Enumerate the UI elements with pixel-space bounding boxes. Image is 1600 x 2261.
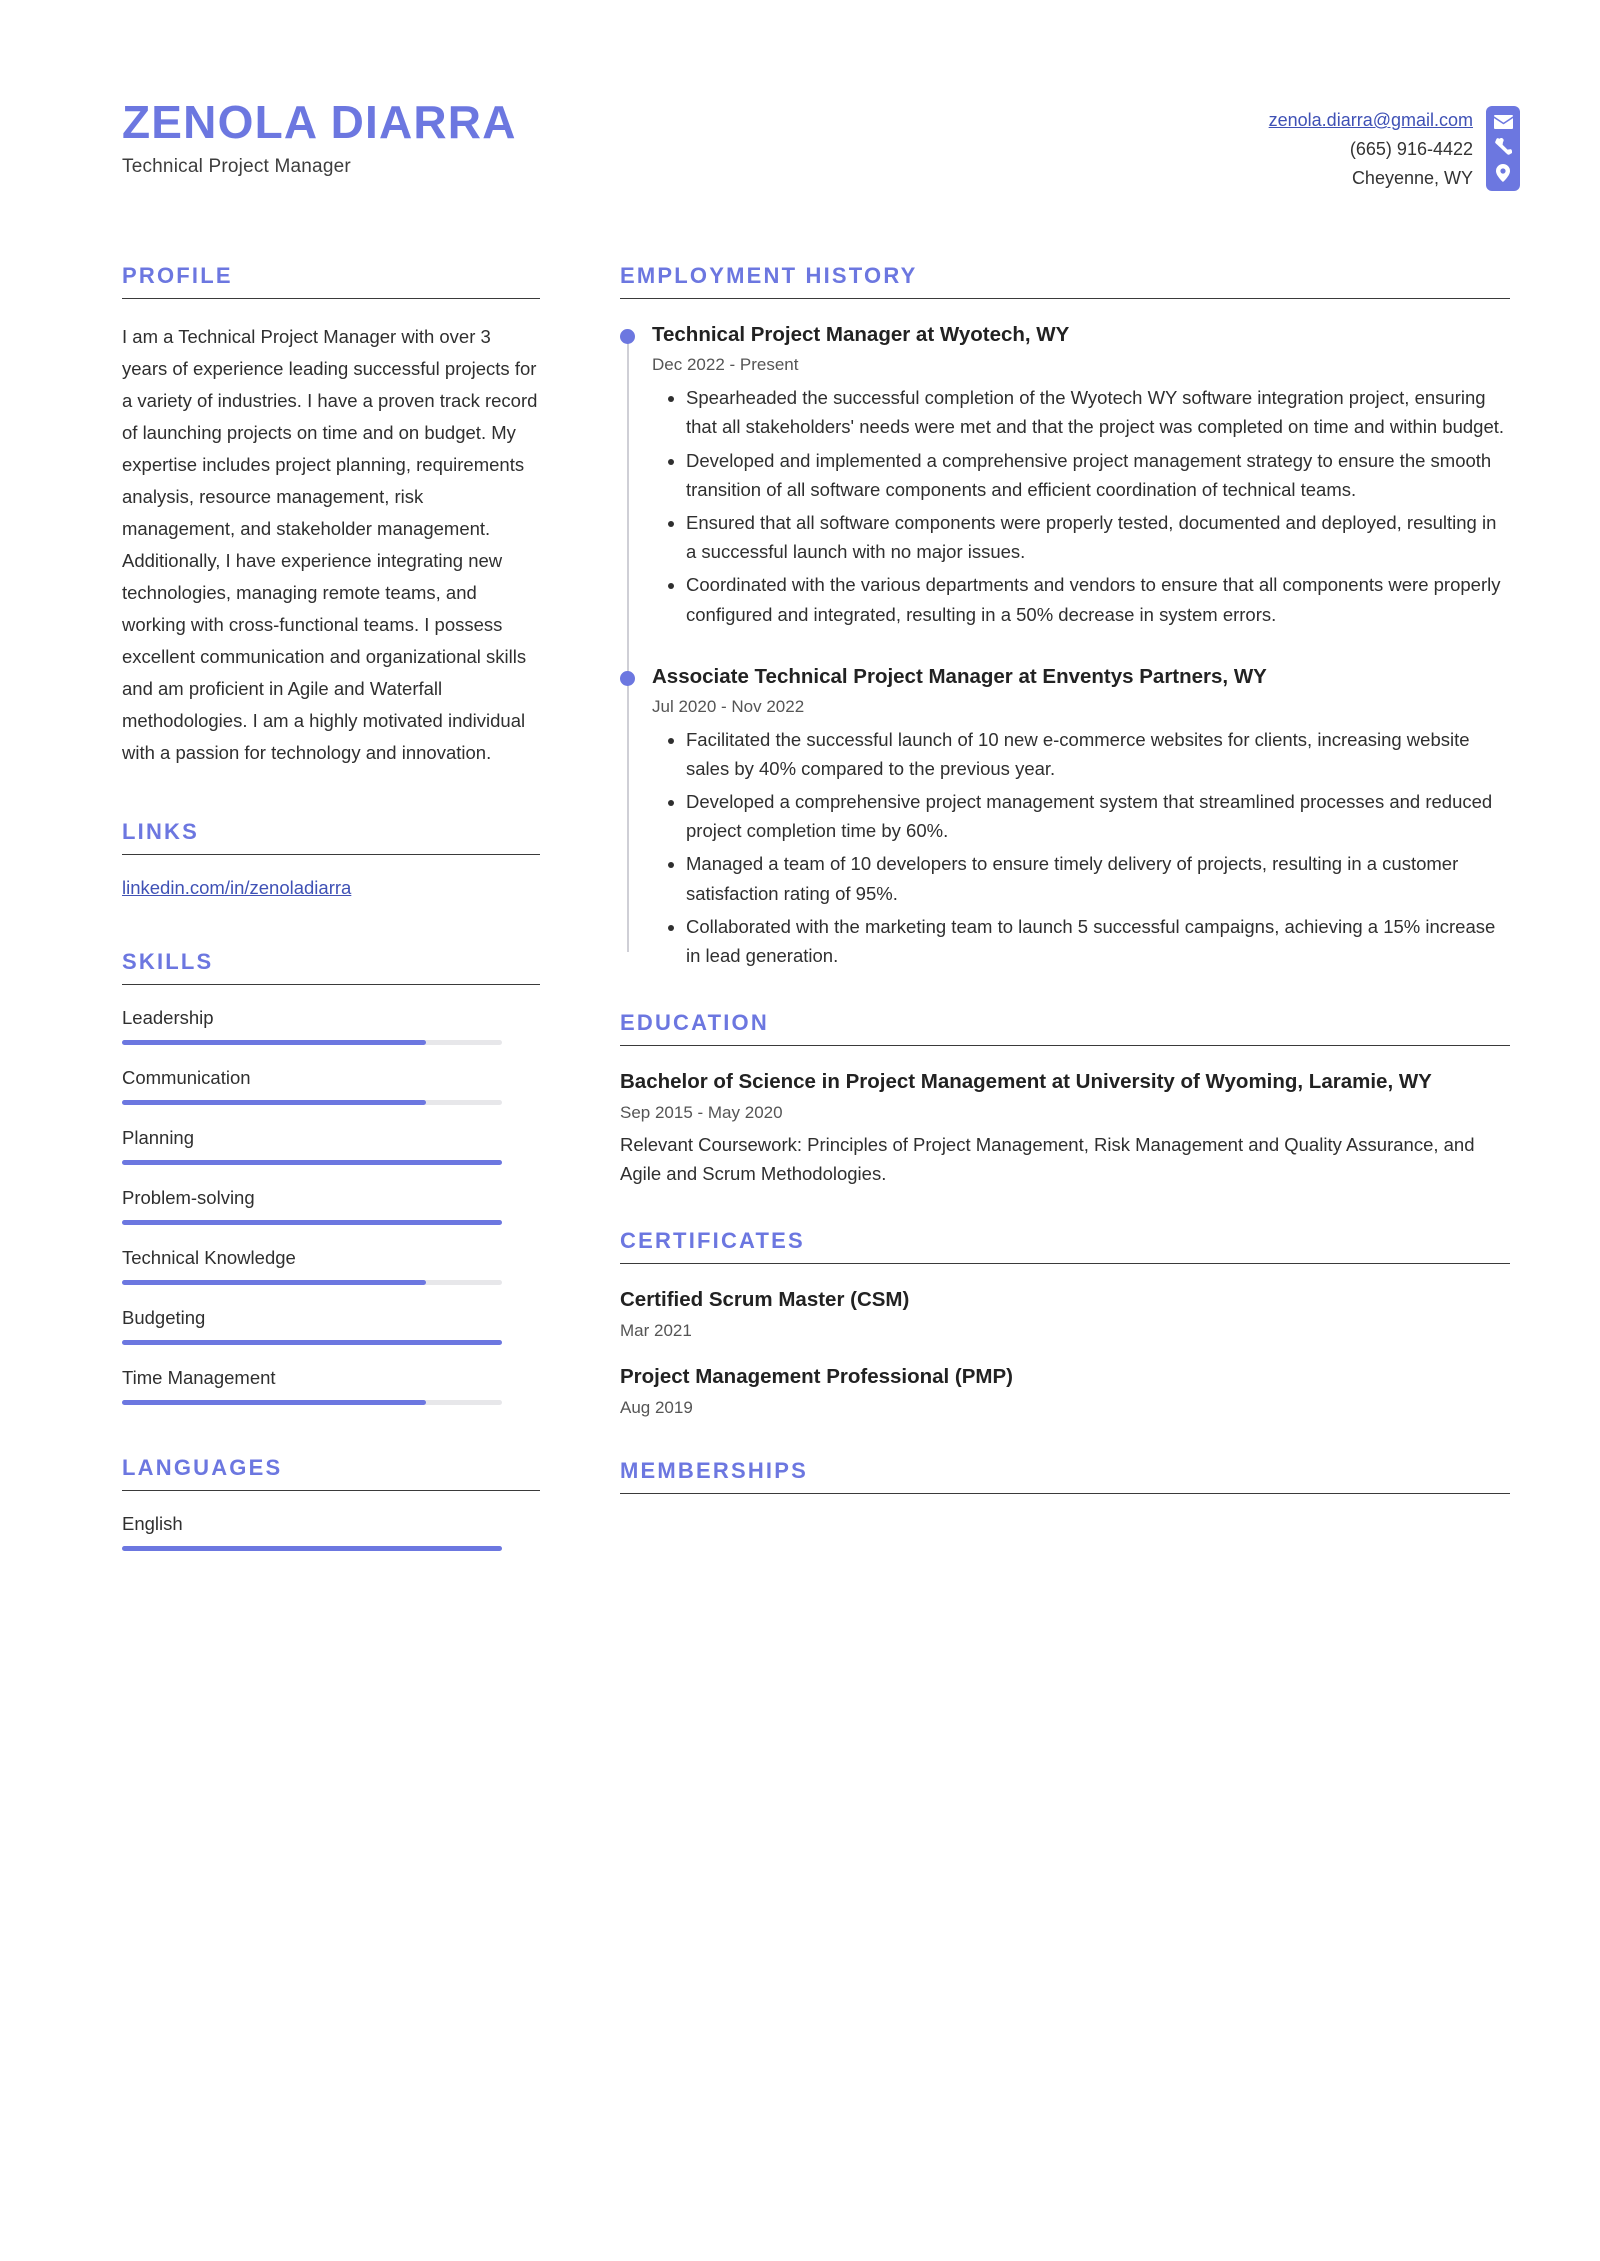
- language-label: English: [122, 1513, 183, 1535]
- skill-bar-fill: [122, 1280, 426, 1285]
- job-bullet: • Spearheaded the successful completion of the Wyotech WY software integration project, ensuring that all stakeholders' needs were met and that the project was completed on time and within budget.: [686, 383, 1510, 441]
- language-bar-track: [122, 1546, 502, 1551]
- contact-phone: (665) 916-4422: [1349, 139, 1473, 160]
- skill-item: [122, 1127, 540, 1165]
- job-bullet: • Ensured that all software components were properly tested, documented and deployed, resulting in a successful launch with no major issues.: [686, 508, 1510, 566]
- contact-email-row: [1269, 106, 1473, 135]
- certificate-dates: Mar 2021: [620, 1321, 692, 1341]
- skill-bar-fill: [122, 1220, 502, 1225]
- section-heading-certificates: CERTIFICATES: [620, 1228, 1510, 1264]
- resume-body: [80, 263, 1520, 1601]
- section-heading-links: LINKS: [122, 819, 540, 855]
- education-description: Relevant Coursework: Principles of Project Management, Risk Management and Quality Assurance, and Agile and Scrum Methodologies.: [620, 1134, 1475, 1184]
- profile-text: I am a Technical Project Manager with over 3 years of experience leading successful projects for a variety of industries. I have a proven track record of launching projects on time and on budget. My expertise includes project planning, requirements analysis, resource management, risk management, and stakeholder management. Additionally, I have experience integrating new technologies, managing remote teams, and working with cross-functional teams. I possess excellent communication and organizational skills and am proficient in Agile and Waterfall methodologies. I am a highly motivated individual with a passion for technology and innovation.: [122, 326, 538, 764]
- contact-email-link[interactable]: zenola.diarra@gmail.com: [1268, 110, 1473, 130]
- section-heading-employment: EMPLOYMENT HISTORY: [620, 263, 1510, 299]
- education-dates: Sep 2015 - May 2020: [620, 1103, 783, 1122]
- skill-item: [122, 1187, 540, 1225]
- certificate-title: Project Management Professional (PMP): [620, 1365, 1014, 1389]
- skill-bar-track: [122, 1040, 502, 1045]
- contact-location: Cheyenne, WY: [1351, 168, 1473, 189]
- section-heading-profile: PROFILE: [122, 263, 540, 299]
- section-heading-skills: SKILLS: [122, 949, 540, 985]
- certificate-title: Certified Scrum Master (CSM): [620, 1288, 910, 1312]
- section-skills: [122, 949, 540, 1405]
- skill-bar-fill: [122, 1100, 426, 1105]
- section-employment: [620, 263, 1510, 970]
- employment-timeline: [620, 321, 1510, 970]
- job-title: Associate Technical Project Manager at Enventys Partners, WY: [652, 664, 1267, 688]
- certificate-entry: [620, 1363, 1510, 1418]
- job-entry: [620, 663, 1510, 970]
- location-pin-icon: [1496, 164, 1510, 182]
- certificate-entry: [620, 1286, 1510, 1341]
- language-item: [122, 1513, 540, 1551]
- spacer: [620, 637, 1510, 663]
- section-education: [620, 1010, 1510, 1188]
- identity-block: [122, 98, 517, 178]
- skill-bar-track: [122, 1220, 502, 1225]
- skill-bar-track: [122, 1340, 502, 1345]
- skill-label: Problem-solving: [122, 1187, 255, 1209]
- skill-item: [122, 1247, 540, 1285]
- education-entry: [620, 1068, 1510, 1188]
- education-title: Bachelor of Science in Project Management at University of Wyoming, Laramie, WY: [620, 1070, 1432, 1094]
- skill-bar-track: [122, 1280, 502, 1285]
- timeline-dot-icon: [620, 671, 635, 686]
- job-bullet: • Developed and implemented a comprehensive project management strategy to ensure the smooth transition of all software components and efficient coordination of technical teams.: [686, 446, 1510, 504]
- section-heading-languages: LANGUAGES: [122, 1455, 540, 1491]
- right-column: [580, 263, 1520, 1601]
- section-languages: [122, 1455, 540, 1551]
- job-bullet: • Coordinated with the various departments and vendors to ensure that all components were properly configured and integrated, resulting in a 50% decrease in system errors.: [686, 570, 1510, 628]
- job-bullet: • Facilitated the successful launch of 10 new e-commerce websites for clients, increasing website sales by 40% compared to the previous year.: [686, 725, 1510, 783]
- skill-bar-fill: [122, 1040, 426, 1045]
- skill-bar-fill: [122, 1400, 426, 1405]
- skill-item: [122, 1067, 540, 1105]
- skill-item: [122, 1307, 540, 1345]
- job-bullet: • Developed a comprehensive project management system that streamlined processes and reduced project completion time by 60%.: [686, 787, 1510, 845]
- skill-bar-track: [122, 1400, 502, 1405]
- skill-label: Planning: [122, 1127, 195, 1149]
- job-entry: [620, 321, 1510, 628]
- section-memberships: [620, 1458, 1510, 1494]
- contact-lines: [1269, 106, 1473, 193]
- job-bullet: • Collaborated with the marketing team to launch 5 successful campaigns, achieving a 15% increase in lead generation.: [686, 912, 1510, 970]
- envelope-icon: [1494, 115, 1513, 129]
- timeline-dot-icon: [620, 329, 635, 344]
- skill-label: Leadership: [122, 1007, 214, 1029]
- skill-label: Technical Knowledge: [122, 1247, 296, 1269]
- section-certificates: [620, 1228, 1510, 1417]
- job-dates: Dec 2022 - Present: [652, 355, 799, 375]
- skill-bar-fill: [122, 1160, 502, 1165]
- language-bar-fill: [122, 1546, 502, 1551]
- job-bullet: • Managed a team of 10 developers to ensure timely delivery of projects, resulting in a customer satisfaction rating of 95%.: [686, 849, 1510, 907]
- header-job-title: Technical Project Manager: [122, 156, 351, 178]
- section-profile: [122, 263, 540, 769]
- section-heading-education: EDUCATION: [620, 1010, 1510, 1046]
- job-bullets: [652, 725, 1510, 971]
- contact-icon-column: [1486, 106, 1520, 191]
- skill-bar-track: [122, 1160, 502, 1165]
- skill-label: Time Management: [122, 1367, 276, 1389]
- contact-block: [1269, 98, 1520, 193]
- phone-icon: [1495, 138, 1512, 155]
- resume-header: [80, 70, 1520, 193]
- skill-item: [122, 1367, 540, 1405]
- page-title: ZENOLA DIARRA: [122, 96, 517, 148]
- certificate-dates: Aug 2019: [620, 1397, 693, 1417]
- skill-bar-fill: [122, 1340, 502, 1345]
- job-bullets: [652, 383, 1510, 629]
- job-title: Technical Project Manager at Wyotech, WY: [652, 323, 1070, 347]
- link-linkedin[interactable]: linkedin.com/in/zenoladiarra: [122, 877, 352, 899]
- skill-item: [122, 1007, 540, 1045]
- job-dates: Jul 2020 - Nov 2022: [652, 696, 805, 716]
- section-links: [122, 819, 540, 899]
- skill-label: Budgeting: [122, 1307, 206, 1329]
- left-column: [80, 263, 580, 1601]
- skill-bar-track: [122, 1100, 502, 1105]
- skill-label: Communication: [122, 1067, 251, 1089]
- section-heading-memberships: MEMBERSHIPS: [620, 1458, 1510, 1494]
